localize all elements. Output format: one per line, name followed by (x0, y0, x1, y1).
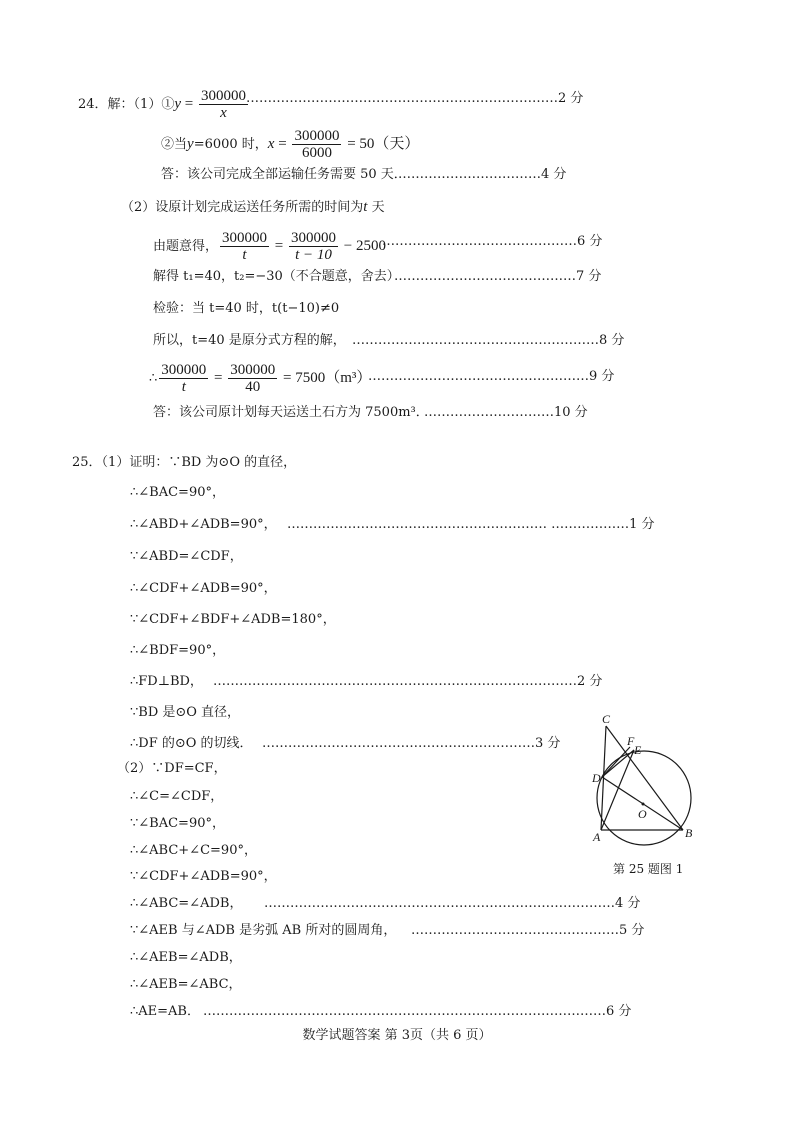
label-a: A (593, 830, 601, 844)
q24-l4-suffix: 天 (367, 200, 385, 215)
q24-score-2: ………………………………………………………………2 分 (246, 91, 584, 106)
q24-line-5 (153, 230, 386, 263)
page-footer: 数学试题答案 第 3页（共 6 页） (302, 1028, 492, 1043)
q25-line-9: ∵BD 是⊙O 直径， (130, 705, 241, 720)
segment-de (602, 750, 634, 777)
q25-line-2: ∴∠BAC=90°， (130, 485, 225, 500)
segment-df (602, 747, 630, 777)
q24-score-10: …………………………10 分 (424, 405, 588, 420)
q24-line-1 (78, 88, 250, 121)
q24-line-8: 所以，t=40 是原分式方程的解， (153, 333, 346, 348)
var-y: y (174, 96, 181, 112)
q25-line-11: （2）∵DF=CF， (117, 761, 227, 776)
numerator: 300000 (294, 128, 340, 144)
q25-line-5: ∴∠CDF+∠ADB=90°， (130, 581, 277, 596)
denominator: t (181, 379, 186, 395)
q24-l5-prefix: 由题意得， (153, 239, 219, 254)
numerator: 300000 (200, 88, 246, 104)
q24-l2-prefix: ②当 (161, 137, 188, 152)
q24-l2-mid: =6000 时， (193, 137, 268, 152)
q25-line-12: ∴∠C=∠CDF， (130, 789, 224, 804)
fraction-300000-over-t-minus-10 (289, 230, 338, 263)
label-c: C (602, 712, 611, 726)
numerator: 300000 (290, 230, 336, 246)
q24-line-3: 答：该公司完成全部运输任务需要 50 天． (161, 167, 407, 182)
var-x: x (267, 136, 275, 152)
equals: = (181, 96, 197, 112)
fraction-300000-over-6000 (292, 128, 341, 161)
q24-score-4: ……………………………4 分 (398, 167, 567, 182)
fraction-300000-over-x (199, 88, 248, 121)
q25-line-19: ∴∠AEB=∠ABC， (130, 977, 242, 992)
q24-l1-prefix: 24．解：（1）① (78, 97, 175, 112)
q24-line-9 (149, 362, 371, 395)
denominator: t − 10 (295, 247, 332, 263)
denominator: x (220, 105, 227, 121)
equals: = (271, 238, 287, 254)
q24-line-4 (121, 198, 385, 217)
q24-l9-result: = 7500（m³） (279, 370, 372, 386)
segment-ae (601, 750, 634, 830)
q24-l4-prefix: （2）设原计划完成运送任务所需的时间为 (121, 200, 364, 215)
q24-line-6: 解得 t₁=40，t₂=−30（不合题意，舍去） (153, 269, 400, 284)
equals: = (274, 136, 291, 152)
q25-line-6: ∵∠CDF+∠BDF+∠ADB=180°， (130, 612, 336, 627)
q24-score-6: ………………………………………6 分 (382, 234, 603, 249)
center-o (642, 803, 645, 806)
q25-line-3: ∴∠ABD+∠ADB=90°， (130, 517, 277, 532)
q25-score-3: ………………………………………………………3 分 (262, 736, 561, 751)
q25-line-17: ∵∠AEB 与∠ADB 是劣弧 AB 所对的圆周角， (130, 923, 397, 938)
var-t: t (363, 199, 368, 215)
therefore-sign: ∴ (149, 371, 158, 386)
q25-score-6: …………………………………………………………………………………6 分 (203, 1004, 632, 1019)
denominator: 40 (245, 379, 261, 395)
circle-o (597, 751, 691, 845)
denominator: t (242, 247, 247, 263)
denominator: 6000 (301, 145, 332, 161)
q25-line-13: ∵∠BAC=90°， (130, 816, 225, 831)
q25-line-4: ∵∠ABD=∠CDF， (130, 549, 243, 564)
equals: = (210, 370, 227, 386)
q25-score-2: …………………………………………………………………………2 分 (213, 674, 603, 689)
q24-line-7: 检验：当 t=40 时，t(t−10)≠0 (153, 301, 340, 316)
q24-score-8: …………………………………………………8 分 (352, 333, 625, 348)
figure-caption: 第 25 题图 1 (613, 862, 684, 876)
q25-line-8: ∴FD⊥BD， (130, 674, 203, 689)
label-e: E (634, 743, 642, 757)
var-y: y (187, 136, 194, 152)
q25-line-15: ∵∠CDF+∠ADB=90°， (130, 869, 277, 884)
numerator: 300000 (161, 362, 207, 378)
label-f: F (627, 734, 635, 748)
q25-line-10: ∴DF 的⊙O 的切线． (130, 736, 253, 751)
q25-line-20: ∴AE=AB． (130, 1004, 200, 1019)
q24-score-7: ……………………………………7 分 (394, 269, 602, 284)
q25-line-1: 25．（1）证明：∵BD 为⊙O 的直径， (72, 455, 297, 470)
label-d: D (592, 771, 601, 785)
numerator: 300000 (230, 362, 276, 378)
q24-l2-result: = 50（天） (343, 136, 420, 152)
minus-2500: − 2500 (339, 238, 386, 254)
q25-line-16: ∴∠ABC=∠ADB， (130, 896, 243, 911)
geometry-figure (586, 710, 706, 850)
q25-score-1: …………………………………………………… ………………1 分 (287, 517, 655, 532)
label-b: B (685, 826, 693, 840)
label-o: O (638, 807, 647, 821)
q25-score-5: …………………………………………5 分 (411, 923, 645, 938)
q25-score-4: ………………………………………………………………………4 分 (264, 896, 641, 911)
q25-line-7: ∴∠BDF=90°， (130, 643, 226, 658)
numerator: 300000 (222, 230, 268, 246)
q24-line-2 (161, 128, 419, 161)
fraction-300000-over-t (159, 362, 208, 395)
fraction-300000-over-40 (228, 362, 277, 395)
q24-score-9: ……………………………………………9 分 (368, 369, 615, 384)
fraction-300000-over-t (220, 230, 269, 263)
q25-line-18: ∴∠AEB=∠ADB， (130, 950, 242, 965)
q25-line-14: ∴∠ABC+∠C=90°， (130, 843, 257, 858)
q24-line-10: 答：该公司原计划每天运送土石方为 7500m³． (153, 405, 429, 420)
